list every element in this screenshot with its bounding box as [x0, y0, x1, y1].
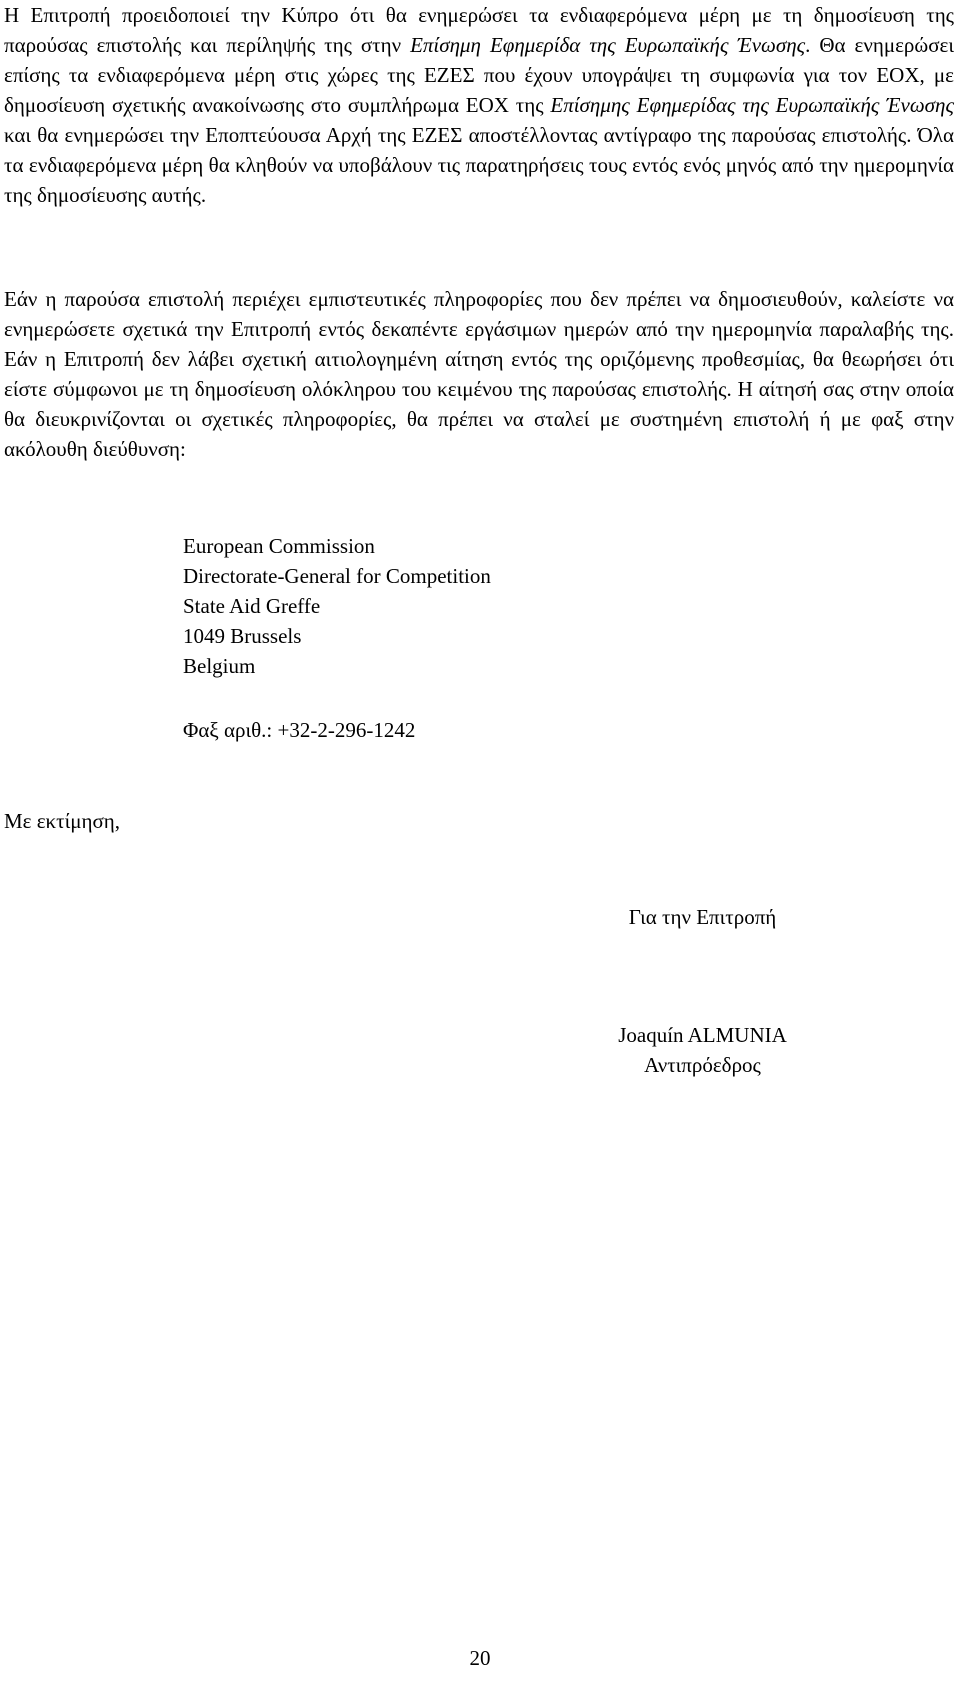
paragraph1-italic-oj: Επίσημη Εφημερίδα της Ευρωπαϊκής Ένωσης	[410, 33, 806, 57]
signatory-title: Αντιπρόεδρος	[644, 1053, 761, 1077]
address-block	[183, 531, 491, 681]
paragraph1-text-2: . Θα ενημερώσει επίσης τα ενδιαφερόμενα μέρη στις χώρες της ΕΖΕΣ που έχουν υπογράψει τη συμφωνία για τον ΕΟΧ, με δημοσίευση σχετικής ανακοίνωσης στο συμπλήρωμα ΕΟΧ της	[4, 33, 954, 117]
signatory-name: Joaquín ALMUNIA	[618, 1023, 787, 1047]
address-line: Directorate-General for Competition	[183, 564, 491, 588]
address-line: European Commission	[183, 534, 375, 558]
address-line: 1049 Brussels	[183, 624, 302, 648]
paragraph-confidentiality: Εάν η παρούσα επιστολή περιέχει εμπιστευτικές πληροφορίες που δεν πρέπει να δημοσιευθούν, καλείστε να ενημερώσετε σχετικά την Επιτροπή εντός δεκαπέντε εργάσιμων ημερών από την ημερομηνία παραλαβής της. Εάν η Επιτροπή δεν λάβει σχετική αιτιολογημένη αίτηση εντός της οριζόμενης προθεσμίας, θα θεωρήσει ότι είστε σύμφωνοι με τη δημοσίευση ολόκληρου του κειμένου της παρούσας επιστολής. Η αίτησή σας στην οποία θα διευκρινίζονται οι σχετικές πληροφορίες, θα πρέπει να σταλεί με συστημένη επιστολή ή με φαξ στην ακόλουθη διεύθυνση:	[4, 287, 954, 461]
fax-number: Φαξ αριθ.: +32-2-296-1242	[183, 718, 416, 742]
address-line: State Aid Greffe	[183, 594, 321, 618]
paragraph-publication-notice	[4, 0, 954, 210]
page-number: 20	[469, 1646, 491, 1670]
paragraph1-text-1: Η Επιτροπή προειδοποιεί την Κύπρο ότι θα ενημερώσει τα ενδιαφερόμενα μέρη με τη δημοσίευση της παρούσας επιστολής και περίληψής της στην	[4, 3, 954, 57]
address-line: Belgium	[183, 654, 256, 678]
closing-salutation: Με εκτίμηση,	[4, 809, 121, 833]
paragraph1-italic-oj-2: Επίσημης Εφημερίδας της Ευρωπαϊκής Ένωσης	[550, 93, 954, 117]
paragraph1-text-3: και θα ενημερώσει την Εποπτεύουσα Αρχή της ΕΖΕΣ αποστέλλοντας αντίγραφο της παρούσας επιστολής. Όλα τα ενδιαφερόμενα μέρη θα κληθούν να υποβάλουν τις παρατηρήσεις τους εντός ενός μηνός από την ημερομηνία της δημοσίευσης αυτής.	[4, 123, 954, 207]
signature-for: Για την Επιτροπή	[628, 905, 777, 929]
